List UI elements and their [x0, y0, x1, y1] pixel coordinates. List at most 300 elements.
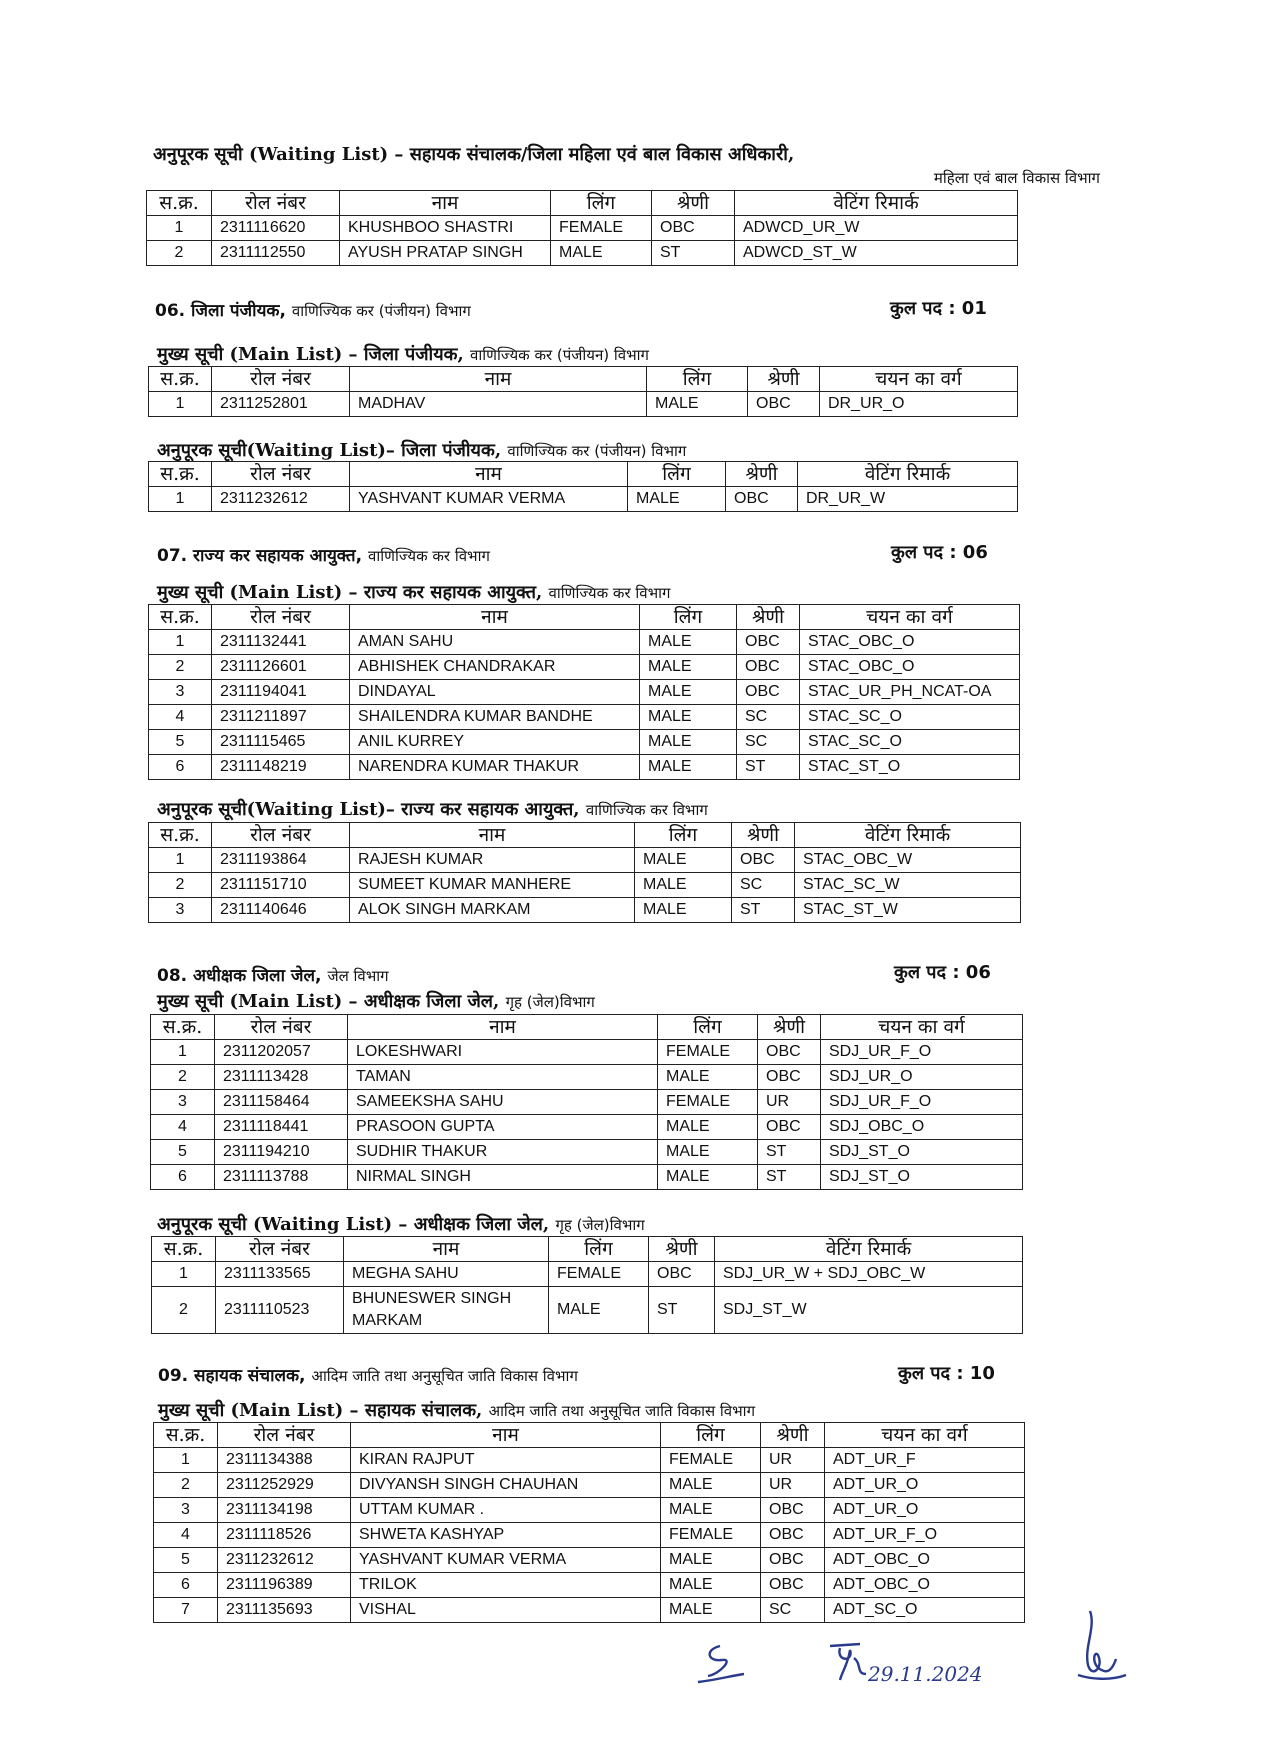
- table-cell: FEMALE: [658, 1040, 758, 1065]
- table-cell: SHWETA KASHYAP: [351, 1523, 661, 1548]
- section-07-wait-table: [148, 822, 1021, 923]
- table-row: [149, 630, 1020, 655]
- top-list-subtitle: महिला एवं बाल विकास विभाग: [933, 169, 1100, 187]
- section-08-wait-title-rest: गृह (जेल)विभाग: [555, 1216, 645, 1234]
- table-cell: MALE: [549, 1287, 649, 1334]
- table-cell: 2311110523: [216, 1287, 344, 1334]
- table-header-row: [147, 191, 1018, 216]
- table-cell: MALE: [640, 705, 737, 730]
- table-cell: MALE: [640, 630, 737, 655]
- top-list-title: अनुपूरक सूची (Waiting List) – सहायक संचालक/जिला महिला एवं बाल विकास अधिकारी,: [153, 144, 795, 165]
- section-09-heading-rest: आदिम जाति तथा अनुसूचित जाति विकास विभाग: [311, 1367, 578, 1385]
- table-row: [151, 1165, 1023, 1190]
- table-cell: 2311194041: [212, 680, 350, 705]
- table-row: [154, 1573, 1025, 1598]
- table-cell: UR: [758, 1090, 821, 1115]
- table-cell: 6: [151, 1165, 215, 1190]
- section-06-main-title-rest: वाणिज्यिक कर (पंजीयन) विभाग: [470, 346, 649, 364]
- column-header: श्रेणी: [758, 1015, 821, 1040]
- table-cell: 4: [149, 705, 212, 730]
- table-cell: PRASOON GUPTA: [348, 1115, 658, 1140]
- column-header: रोल नंबर: [212, 605, 350, 630]
- table-cell: AMAN SAHU: [350, 630, 640, 655]
- column-header: लिंग: [661, 1423, 761, 1448]
- table-cell: TAMAN: [348, 1065, 658, 1090]
- column-header: लिंग: [658, 1015, 758, 1040]
- table-cell: LOKESHWARI: [348, 1040, 658, 1065]
- table-row: [154, 1498, 1025, 1523]
- table-cell: 2: [154, 1473, 218, 1498]
- section-06-heading-bold: 06. जिला पंजीयक,: [155, 301, 286, 321]
- table-cell: TRILOK: [351, 1573, 661, 1598]
- table-cell: MALE: [635, 898, 732, 923]
- table-cell: SUMEET KUMAR MANHERE: [350, 873, 635, 898]
- table-cell: 2311134388: [218, 1448, 351, 1473]
- table-row: [149, 392, 1018, 417]
- table-cell: 1: [151, 1040, 215, 1065]
- table-cell: 2: [151, 1065, 215, 1090]
- column-header: रोल नंबर: [212, 191, 340, 216]
- table-cell: 2311148219: [212, 755, 350, 780]
- table-header-row: [149, 823, 1021, 848]
- column-header: वेटिंग रिमार्क: [795, 823, 1021, 848]
- section-08-main-table: [150, 1014, 1023, 1190]
- table-cell: ADT_OBC_O: [825, 1573, 1025, 1598]
- table-cell: 3: [149, 898, 212, 923]
- table-cell: MEGHA SAHU: [344, 1262, 549, 1287]
- section-08-main-title-bold: मुख्य सूची (Main List) – अधीक्षक जिला जेल,: [157, 991, 500, 1012]
- table-cell: OBC: [732, 848, 795, 873]
- table-cell: MALE: [647, 392, 748, 417]
- table-cell: FEMALE: [661, 1523, 761, 1548]
- table-row: [149, 655, 1020, 680]
- column-header: स.क्र.: [151, 1015, 215, 1040]
- table-cell: MALE: [661, 1573, 761, 1598]
- table-cell: ADT_UR_F_O: [825, 1523, 1025, 1548]
- section-09-heading-bold: 09. सहायक संचालक,: [158, 1366, 306, 1386]
- column-header: श्रेणी: [726, 462, 798, 487]
- table-cell: 2311113428: [215, 1065, 348, 1090]
- table-row: [154, 1523, 1025, 1548]
- table-cell: MALE: [661, 1473, 761, 1498]
- table-cell: 1: [149, 487, 212, 512]
- column-header: स.क्र.: [149, 462, 212, 487]
- table-cell: SC: [737, 730, 800, 755]
- table-row: [147, 241, 1018, 266]
- table-cell: OBC: [761, 1523, 825, 1548]
- section-09-main-table: [153, 1422, 1025, 1623]
- table-cell: UR: [761, 1448, 825, 1473]
- table-cell: STAC_ST_W: [795, 898, 1021, 923]
- table-cell: ST: [737, 755, 800, 780]
- table-row: [154, 1473, 1025, 1498]
- table-cell: 1: [154, 1448, 218, 1473]
- section-06-heading: [155, 298, 471, 321]
- table-cell: 5: [151, 1140, 215, 1165]
- section-07-main-title-bold: मुख्य सूची (Main List) – राज्य कर सहायक आयुक्त,: [157, 582, 543, 603]
- table-cell: KIRAN RAJPUT: [351, 1448, 661, 1473]
- column-header: स.क्र.: [149, 367, 212, 392]
- section-06-wait-title: [157, 438, 686, 462]
- table-cell: FEMALE: [661, 1448, 761, 1473]
- table-cell: SDJ_UR_O: [821, 1065, 1023, 1090]
- column-header: श्रेणी: [761, 1423, 825, 1448]
- table-cell: DINDAYAL: [350, 680, 640, 705]
- table-cell: 1: [149, 630, 212, 655]
- section-09-main-title-bold: मुख्य सूची (Main List) – सहायक संचालक,: [158, 1400, 483, 1421]
- table-cell: 1: [147, 216, 212, 241]
- column-header: चयन का वर्ग: [825, 1423, 1025, 1448]
- table-row: [149, 705, 1020, 730]
- table-cell: SC: [737, 705, 800, 730]
- column-header: श्रेणी: [652, 191, 735, 216]
- table-cell: YASHVANT KUMAR VERMA: [350, 487, 628, 512]
- section-06-main-table: [148, 366, 1018, 417]
- table-cell: STAC_ST_O: [800, 755, 1020, 780]
- table-cell: 2311135693: [218, 1598, 351, 1623]
- table-cell: 5: [149, 730, 212, 755]
- section-08-main-title-rest: गृह (जेल)विभाग: [505, 993, 595, 1011]
- table-cell: 5: [154, 1548, 218, 1573]
- table-cell: STAC_UR_PH_NCAT-OA: [800, 680, 1020, 705]
- column-header: श्रेणी: [737, 605, 800, 630]
- table-cell: DR_UR_O: [820, 392, 1018, 417]
- column-header: नाम: [350, 605, 640, 630]
- column-header: वेटिंग रिमार्क: [715, 1237, 1023, 1262]
- table-cell: ST: [732, 898, 795, 923]
- table-row: [151, 1140, 1023, 1165]
- table-cell: 3: [149, 680, 212, 705]
- table-cell: 6: [154, 1573, 218, 1598]
- table-cell: NIRMAL SINGH: [348, 1165, 658, 1190]
- table-cell: ST: [649, 1287, 715, 1334]
- column-header: वेटिंग रिमार्क: [798, 462, 1018, 487]
- table-cell: 2311252929: [218, 1473, 351, 1498]
- table-cell: ADT_UR_O: [825, 1498, 1025, 1523]
- section-06-main-title: [157, 342, 649, 366]
- table-cell: FEMALE: [551, 216, 652, 241]
- column-header: नाम: [348, 1015, 658, 1040]
- table-cell: 2: [147, 241, 212, 266]
- table-cell: STAC_OBC_W: [795, 848, 1021, 873]
- table-cell: MALE: [635, 848, 732, 873]
- table-cell: 7: [154, 1598, 218, 1623]
- column-header: स.क्र.: [152, 1237, 216, 1262]
- table-cell: FEMALE: [549, 1262, 649, 1287]
- table-cell: MALE: [658, 1165, 758, 1190]
- column-header: नाम: [350, 462, 628, 487]
- table-cell: MALE: [661, 1598, 761, 1623]
- column-header: श्रेणी: [732, 823, 795, 848]
- table-cell: 2: [152, 1287, 216, 1334]
- table-cell: SDJ_ST_O: [821, 1140, 1023, 1165]
- table-cell: SDJ_UR_F_O: [821, 1040, 1023, 1065]
- table-cell: ST: [652, 241, 735, 266]
- column-header: चयन का वर्ग: [800, 605, 1020, 630]
- column-header: नाम: [351, 1423, 661, 1448]
- table-cell: OBC: [761, 1548, 825, 1573]
- table-cell: 2311118441: [215, 1115, 348, 1140]
- column-header: नाम: [340, 191, 551, 216]
- table-cell: 2311232612: [218, 1548, 351, 1573]
- table-cell: MALE: [661, 1498, 761, 1523]
- table-cell: FEMALE: [658, 1090, 758, 1115]
- column-header: लिंग: [551, 191, 652, 216]
- table-cell: MALE: [640, 730, 737, 755]
- table-header-row: [149, 462, 1018, 487]
- table-cell: STAC_SC_O: [800, 705, 1020, 730]
- table-row: [149, 730, 1020, 755]
- section-07-posts: कुल पद : 06: [891, 542, 988, 563]
- section-08-heading-rest: जेल विभाग: [327, 967, 389, 985]
- table-cell: 2311140646: [212, 898, 350, 923]
- section-09-posts: कुल पद : 10: [898, 1363, 995, 1384]
- section-06-wait-title-rest: वाणिज्यिक कर (पंजीयन) विभाग: [507, 442, 687, 460]
- table-cell: 2311158464: [215, 1090, 348, 1115]
- table-row: [154, 1448, 1025, 1473]
- table-cell: MALE: [658, 1115, 758, 1140]
- table-cell: ABHISHEK CHANDRAKAR: [350, 655, 640, 680]
- table-cell: 2311113788: [215, 1165, 348, 1190]
- table-cell: OBC: [758, 1065, 821, 1090]
- table-cell: OBC: [748, 392, 820, 417]
- table-header-row: [149, 367, 1018, 392]
- table-cell: 2: [149, 873, 212, 898]
- table-cell: SDJ_ST_O: [821, 1165, 1023, 1190]
- column-header: नाम: [350, 367, 647, 392]
- section-06-posts: कुल पद : 01: [890, 298, 987, 319]
- column-header: स.क्र.: [149, 823, 212, 848]
- section-09-main-title-rest: आदिम जाति तथा अनुसूचित जाति विकास विभाग: [488, 1402, 756, 1420]
- table-row: [147, 216, 1018, 241]
- table-cell: ANIL KURREY: [350, 730, 640, 755]
- table-cell: NARENDRA KUMAR THAKUR: [350, 755, 640, 780]
- column-header: स.क्र.: [149, 605, 212, 630]
- table-cell: OBC: [758, 1040, 821, 1065]
- table-cell: SC: [761, 1598, 825, 1623]
- section-08-heading: [157, 963, 389, 986]
- table-row: [149, 898, 1021, 923]
- section-08-wait-title: [157, 1212, 645, 1236]
- table-cell: SUDHIR THAKUR: [348, 1140, 658, 1165]
- table-cell: ADT_UR_O: [825, 1473, 1025, 1498]
- section-08-heading-bold: 08. अधीक्षक जिला जेल,: [157, 966, 322, 986]
- column-header: रोल नंबर: [212, 367, 350, 392]
- column-header: रोल नंबर: [212, 823, 350, 848]
- table-header-row: [149, 605, 1020, 630]
- column-header: वेटिंग रिमार्क: [735, 191, 1018, 216]
- top-waiting-table: [146, 190, 1018, 266]
- section-06-wait-table: [148, 461, 1018, 512]
- table-cell: DIVYANSH SINGH CHAUHAN: [351, 1473, 661, 1498]
- table-cell: MALE: [640, 680, 737, 705]
- table-cell: OBC: [652, 216, 735, 241]
- table-cell: ADT_UR_F: [825, 1448, 1025, 1473]
- table-row: [151, 1115, 1023, 1140]
- table-cell: UR: [761, 1473, 825, 1498]
- table-cell: 2311252801: [212, 392, 350, 417]
- column-header: चयन का वर्ग: [820, 367, 1018, 392]
- section-08-wait-table: [151, 1236, 1023, 1334]
- signature-3-icon: [1070, 1605, 1130, 1690]
- table-cell: 2311232612: [212, 487, 350, 512]
- table-cell: 2311202057: [215, 1040, 348, 1065]
- table-cell: 6: [149, 755, 212, 780]
- table-cell: VISHAL: [351, 1598, 661, 1623]
- table-cell: SHAILENDRA KUMAR BANDHE: [350, 705, 640, 730]
- table-row: [152, 1262, 1023, 1287]
- table-cell: DR_UR_W: [798, 487, 1018, 512]
- column-header: श्रेणी: [649, 1237, 715, 1262]
- section-07-wait-title-rest: वाणिज्यिक कर विभाग: [585, 801, 708, 819]
- table-cell: MADHAV: [350, 392, 647, 417]
- table-cell: ST: [758, 1165, 821, 1190]
- table-header-row: [152, 1237, 1023, 1262]
- signature-1-icon: [690, 1640, 750, 1690]
- section-09-main-title: [158, 1398, 755, 1422]
- table-cell: SDJ_UR_F_O: [821, 1090, 1023, 1115]
- table-cell: MALE: [640, 655, 737, 680]
- table-cell: 2311115465: [212, 730, 350, 755]
- table-cell: ADT_OBC_O: [825, 1548, 1025, 1573]
- table-cell: 2311132441: [212, 630, 350, 655]
- table-cell: STAC_OBC_O: [800, 655, 1020, 680]
- table-cell: 4: [151, 1115, 215, 1140]
- table-cell: ST: [758, 1140, 821, 1165]
- table-cell: SDJ_ST_W: [715, 1287, 1023, 1334]
- table-cell: BHUNESWER SINGH MARKAM: [344, 1287, 549, 1334]
- table-row: [154, 1548, 1025, 1573]
- table-cell: ALOK SINGH MARKAM: [350, 898, 635, 923]
- table-cell: 1: [152, 1262, 216, 1287]
- table-cell: YASHVANT KUMAR VERMA: [351, 1548, 661, 1573]
- table-cell: 3: [151, 1090, 215, 1115]
- table-cell: MALE: [640, 755, 737, 780]
- column-header: लिंग: [635, 823, 732, 848]
- table-cell: 2311194210: [215, 1140, 348, 1165]
- table-row: [149, 848, 1021, 873]
- table-cell: OBC: [737, 655, 800, 680]
- section-07-main-title-rest: वाणिज्यिक कर विभाग: [548, 584, 671, 602]
- table-cell: OBC: [737, 630, 800, 655]
- table-cell: AYUSH PRATAP SINGH: [340, 241, 551, 266]
- table-cell: 2311193864: [212, 848, 350, 873]
- table-cell: 2311112550: [212, 241, 340, 266]
- column-header: नाम: [344, 1237, 549, 1262]
- table-cell: STAC_OBC_O: [800, 630, 1020, 655]
- table-cell: 2311196389: [218, 1573, 351, 1598]
- table-row: [154, 1598, 1025, 1623]
- section-08-posts: कुल पद : 06: [894, 962, 991, 983]
- table-header-row: [151, 1015, 1023, 1040]
- section-06-wait-title-bold: अनुपूरक सूची(Waiting List)– जिला पंजीयक,: [157, 440, 502, 461]
- table-cell: MALE: [661, 1548, 761, 1573]
- column-header: रोल नंबर: [216, 1237, 344, 1262]
- section-07-wait-title-bold: अनुपूरक सूची(Waiting List)– राज्य कर सहायक आयुक्त,: [157, 799, 580, 820]
- table-cell: 4: [154, 1523, 218, 1548]
- table-cell: 3: [154, 1498, 218, 1523]
- column-header: लिंग: [647, 367, 748, 392]
- table-cell: SDJ_UR_W + SDJ_OBC_W: [715, 1262, 1023, 1287]
- table-row: [151, 1065, 1023, 1090]
- table-cell: SC: [732, 873, 795, 898]
- section-09-heading: [158, 1363, 578, 1386]
- table-cell: 2311134198: [218, 1498, 351, 1523]
- table-cell: OBC: [726, 487, 798, 512]
- table-cell: OBC: [761, 1498, 825, 1523]
- table-cell: 2: [149, 655, 212, 680]
- section-08-main-title: [157, 989, 595, 1013]
- table-cell: UTTAM KUMAR .: [351, 1498, 661, 1523]
- table-header-row: [154, 1423, 1025, 1448]
- table-row: [149, 755, 1020, 780]
- table-cell: KHUSHBOO SHASTRI: [340, 216, 551, 241]
- table-cell: 2311116620: [212, 216, 340, 241]
- column-header: रोल नंबर: [212, 462, 350, 487]
- table-row: [151, 1090, 1023, 1115]
- table-cell: ADT_SC_O: [825, 1598, 1025, 1623]
- table-cell: MALE: [551, 241, 652, 266]
- table-cell: MALE: [628, 487, 726, 512]
- table-cell: ADWCD_UR_W: [735, 216, 1018, 241]
- table-cell: 2311211897: [212, 705, 350, 730]
- table-cell: OBC: [758, 1115, 821, 1140]
- table-cell: STAC_SC_O: [800, 730, 1020, 755]
- table-cell: 1: [149, 848, 212, 873]
- table-cell: RAJESH KUMAR: [350, 848, 635, 873]
- table-row: [152, 1287, 1023, 1334]
- table-cell: SDJ_OBC_O: [821, 1115, 1023, 1140]
- table-cell: 2311133565: [216, 1262, 344, 1287]
- column-header: नाम: [350, 823, 635, 848]
- section-06-heading-rest: वाणिज्यिक कर (पंजीयन) विभाग: [291, 302, 471, 320]
- section-06-main-title-bold: मुख्य सूची (Main List) – जिला पंजीयक,: [157, 344, 464, 365]
- table-row: [151, 1040, 1023, 1065]
- table-cell: OBC: [737, 680, 800, 705]
- column-header: रोल नंबर: [215, 1015, 348, 1040]
- table-cell: ADWCD_ST_W: [735, 241, 1018, 266]
- column-header: लिंग: [628, 462, 726, 487]
- column-header: लिंग: [549, 1237, 649, 1262]
- section-07-main-title: [157, 580, 670, 604]
- table-cell: MALE: [658, 1140, 758, 1165]
- column-header: स.क्र.: [154, 1423, 218, 1448]
- table-cell: MALE: [658, 1065, 758, 1090]
- table-cell: 2311126601: [212, 655, 350, 680]
- column-header: श्रेणी: [748, 367, 820, 392]
- table-row: [149, 487, 1018, 512]
- table-cell: SAMEEKSHA SAHU: [348, 1090, 658, 1115]
- table-row: [149, 873, 1021, 898]
- column-header: चयन का वर्ग: [821, 1015, 1023, 1040]
- table-cell: 1: [149, 392, 212, 417]
- column-header: लिंग: [640, 605, 737, 630]
- section-07-main-table: [148, 604, 1020, 780]
- table-cell: OBC: [649, 1262, 715, 1287]
- section-07-heading-bold: 07. राज्य कर सहायक आयुक्त,: [157, 546, 363, 566]
- section-07-heading-rest: वाणिज्यिक कर विभाग: [368, 547, 490, 565]
- section-08-wait-title-bold: अनुपूरक सूची (Waiting List) – अधीक्षक जिला जेल,: [157, 1214, 550, 1235]
- section-07-heading: [157, 543, 490, 566]
- section-07-wait-title: [157, 797, 708, 821]
- column-header: स.क्र.: [147, 191, 212, 216]
- table-cell: STAC_SC_W: [795, 873, 1021, 898]
- table-cell: OBC: [761, 1573, 825, 1598]
- column-header: रोल नंबर: [218, 1423, 351, 1448]
- table-cell: 2311151710: [212, 873, 350, 898]
- signature-date: 29.11.2024: [868, 1662, 983, 1686]
- table-row: [149, 680, 1020, 705]
